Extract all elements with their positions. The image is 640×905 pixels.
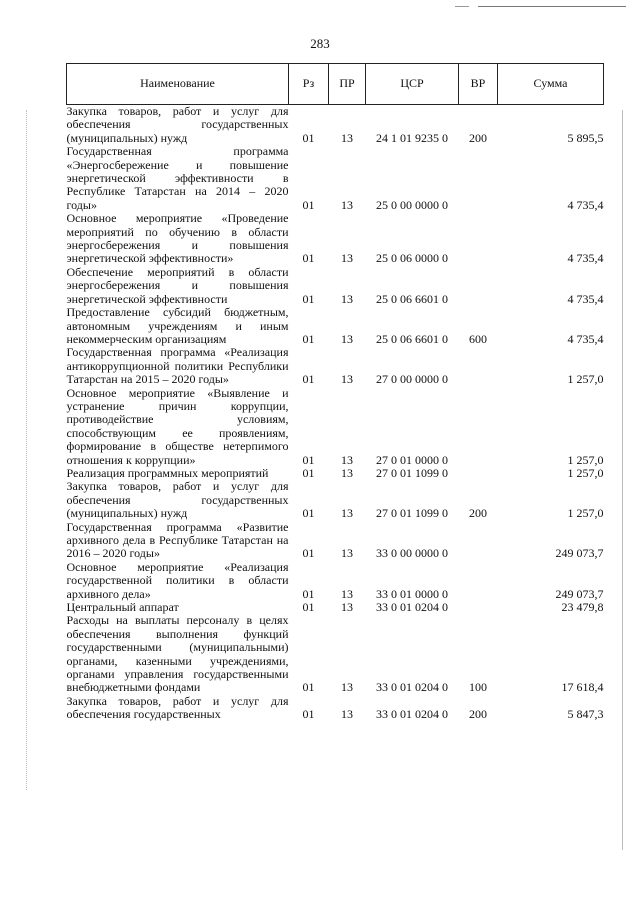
row-rz: 01: [302, 586, 315, 601]
table-row: [67, 346, 604, 386]
row-rz: 01: [302, 506, 315, 521]
row-csr: 27 0 01 1099 0: [376, 465, 448, 480]
row-rz: 01: [302, 707, 315, 722]
row-rz: 01: [302, 331, 315, 346]
row-name: Закупка товаров, работ и услуг для обеспечения государственных (муниципальных) нужд: [66, 104, 289, 145]
row-name: Государственная программа «Реализация антикоррупционной политики Республики Татарстан на 2015 – 2020 годы»: [66, 345, 289, 387]
row-pr: 13: [341, 197, 353, 212]
row-pr: 13: [341, 600, 353, 615]
row-rz: 01: [302, 372, 315, 387]
row-sum: 4 735,4: [567, 331, 604, 346]
table-row: [67, 614, 604, 694]
row-pr: 13: [341, 465, 353, 480]
row-name: Основное мероприятие «Выявление и устранение причин коррупции, противодействие условиям, способствующим ее проявлениям, формирование в обществе нетерпимого отношения к коррупции»: [66, 385, 289, 467]
budget-table: [66, 63, 604, 722]
table-row: [67, 212, 604, 266]
row-sum: 4 735,4: [567, 251, 604, 266]
row-name: Основное мероприятие «Реализация государственной политики в области архивного дела»: [66, 559, 289, 601]
row-vr: [459, 387, 498, 467]
row-name: Предоставление субсидий бюджетным, автономным учреждениям и иным некоммерческим организациям: [66, 305, 289, 346]
row-sum: 1 257,0: [567, 465, 604, 480]
row-vr: 200: [469, 130, 487, 145]
table-row: [67, 480, 604, 520]
header-csr: ЦСР: [366, 64, 459, 105]
row-pr: 13: [341, 251, 353, 266]
row-name: Закупка товаров, работ и услуг для обеспечения государственных (муниципальных) нужд: [66, 479, 289, 521]
row-csr: 27 0 00 0000 0: [376, 372, 448, 387]
row-vr: [459, 266, 498, 306]
row-csr: 24 1 01 9235 0: [376, 130, 448, 145]
row-csr: 33 0 01 0204 0: [376, 600, 448, 615]
row-sum: 1 257,0: [567, 372, 604, 387]
row-pr: 13: [341, 680, 353, 695]
row-csr: 25 0 06 6601 0: [376, 291, 448, 306]
row-pr: 13: [341, 130, 353, 145]
scan-artifact-edge: [622, 110, 623, 850]
row-csr: 27 0 01 1099 0: [376, 506, 448, 521]
row-sum: 23 479,8: [561, 600, 604, 615]
row-vr: 200: [469, 506, 487, 521]
row-sum: 5 847,3: [567, 707, 604, 722]
row-vr: [459, 145, 498, 212]
table-row: [67, 306, 604, 346]
row-name: Государственная программа «Энергосбережение и повышение энергетической эффективности в Республике Татарстан на 2014 – 2020 годы»: [66, 144, 289, 212]
table-row: [67, 695, 604, 722]
table-row: [67, 561, 604, 601]
row-csr: 33 0 00 0000 0: [376, 546, 448, 561]
row-pr: 13: [341, 506, 353, 521]
row-rz: 01: [302, 465, 315, 480]
row-pr: 13: [341, 331, 353, 346]
header-rz: Рз: [289, 64, 329, 105]
row-vr: [459, 521, 498, 561]
row-name: Реализация программных мероприятий: [66, 465, 269, 480]
page-number: 283: [310, 36, 330, 51]
row-sum: 5 895,5: [567, 130, 604, 145]
row-csr: 25 0 00 0000 0: [376, 197, 448, 212]
row-vr: [459, 601, 498, 614]
row-rz: 01: [302, 130, 315, 145]
row-csr: 33 0 01 0000 0: [376, 586, 448, 601]
row-pr: 13: [341, 586, 353, 601]
row-name: Государственная программа «Развитие архивного дела в Республике Татарстан на 2016 – 2020 годы»: [66, 519, 289, 561]
table-row: [67, 266, 604, 306]
row-vr: 200: [469, 707, 487, 722]
row-rz: 01: [302, 600, 315, 615]
table-row: [67, 467, 604, 480]
row-vr: 600: [469, 331, 487, 346]
row-csr: 33 0 01 0204 0: [376, 707, 448, 722]
row-rz: 01: [302, 452, 315, 467]
row-vr: [459, 561, 498, 601]
row-rz: 01: [302, 291, 315, 306]
row-pr: 13: [341, 546, 353, 561]
row-sum: 17 618,4: [561, 680, 604, 695]
header-pr: ПР: [329, 64, 366, 105]
row-csr: 27 0 01 0000 0: [376, 452, 448, 467]
row-sum: 1 257,0: [567, 452, 604, 467]
table-row: [67, 521, 604, 561]
table-header-row: [67, 64, 604, 105]
row-name: Центральный аппарат: [66, 600, 179, 615]
row-name: Основное мероприятие «Проведение мероприятий по обучению в области энергосбережения и повышения энергетической эффективности»: [66, 211, 289, 266]
row-rz: 01: [302, 680, 315, 695]
row-name: Обеспечение мероприятий в области энергосбережения и повышения энергетической эффективности: [66, 264, 289, 306]
row-pr: 13: [341, 452, 353, 467]
row-sum: 249 073,7: [555, 546, 604, 561]
row-vr: [459, 346, 498, 386]
scan-artifact-line: [478, 6, 626, 7]
row-sum: 4 735,4: [567, 291, 604, 306]
row-csr: 25 0 06 0000 0: [376, 251, 448, 266]
row-pr: 13: [341, 372, 353, 387]
row-rz: 01: [302, 251, 315, 266]
row-vr: [459, 467, 498, 480]
table-row: [67, 105, 604, 146]
row-name: Закупка товаров, работ и услуг для обеспечения государственных: [66, 693, 289, 722]
row-name: Расходы на выплаты персоналу в целях обеспечения выполнения функций государственными (муниципальными) органами, казенными учреждениями, органами управления государственными внебюджетными фондами: [66, 613, 289, 695]
scan-artifact-dash: [455, 6, 469, 7]
row-rz: 01: [302, 546, 315, 561]
row-vr: 100: [469, 680, 487, 695]
row-rz: 01: [302, 197, 315, 212]
header-sum: Сумма: [498, 64, 604, 105]
scan-artifact-dots: [26, 110, 28, 790]
table-row: [67, 387, 604, 467]
header-vr: ВР: [459, 64, 498, 105]
table-row: [67, 601, 604, 614]
header-name: Наименование: [67, 64, 289, 105]
row-vr: [459, 212, 498, 266]
row-pr: 13: [341, 291, 353, 306]
row-sum: 1 257,0: [567, 506, 604, 521]
row-csr: 25 0 06 6601 0: [376, 331, 448, 346]
table-body: [67, 105, 604, 722]
row-sum: 4 735,4: [567, 197, 604, 212]
row-sum: 249 073,7: [555, 586, 604, 601]
row-pr: 13: [341, 707, 353, 722]
row-csr: 33 0 01 0204 0: [376, 680, 448, 695]
table-row: [67, 145, 604, 212]
